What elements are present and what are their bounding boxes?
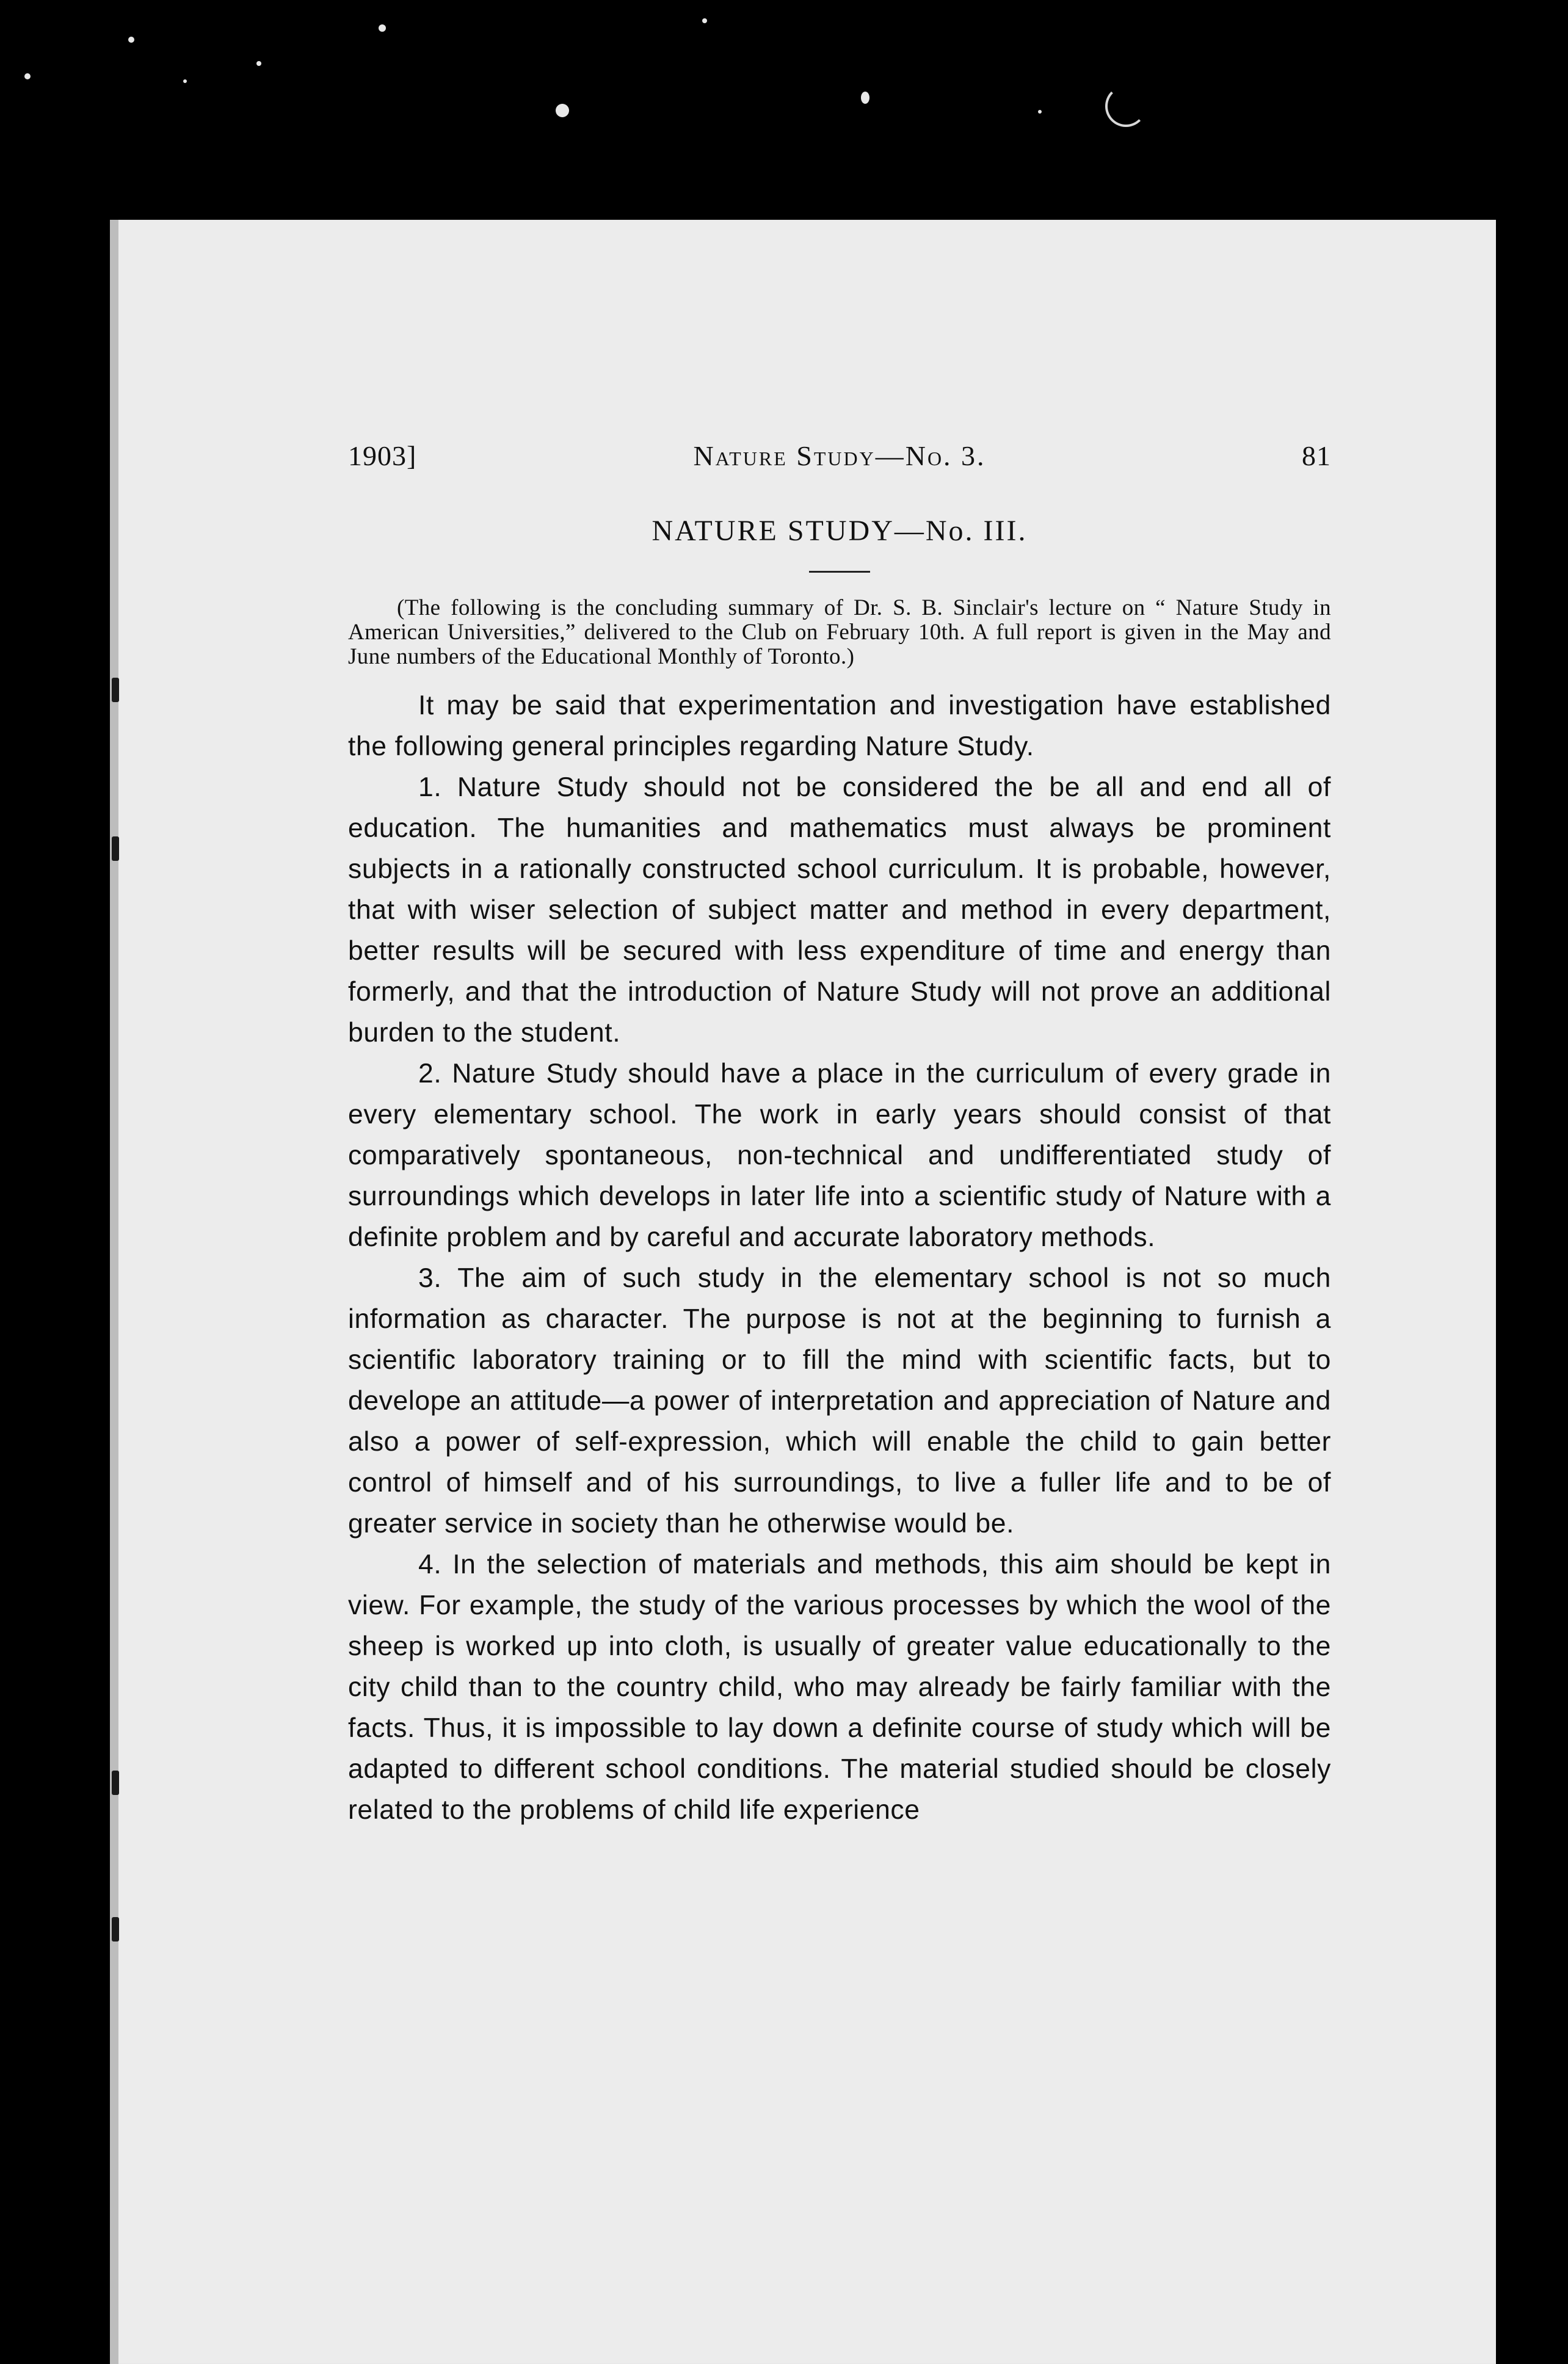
- intro-note: (The following is the concluding summary of Dr. S. B. Sinclair's lecture on “ Nature Study in American Universities,” delivered to the Club on February 10th. A full report is given in the May and June numbers of the Educational Monthly of Toronto.): [348, 595, 1331, 669]
- page-binding-edge: [110, 220, 118, 2364]
- dust-speck: [256, 61, 261, 66]
- article-title: NATURE STUDY—No. III.: [652, 515, 1028, 547]
- dust-speck: [183, 79, 187, 83]
- running-head: [348, 427, 1331, 470]
- dust-speck: [24, 73, 31, 79]
- article-body: [348, 685, 1331, 1830]
- paragraph: It may be said that experimentation and investigation have established the following general principles regarding Nature Study.: [348, 691, 1331, 761]
- paragraph: 3. The aim of such study in the elementary school is not so much information as character. The purpose is not at the beginning to furnish a scientific laboratory training or to fill the mind with scientific facts, but to develope an attitude—a power of interpretation and appreciation of Nature and also a power of self-expression, which will enable the child to gain better control of himself and of his surroundings, to live a fuller life and to be of greater service in society than he otherwise would be.: [348, 1263, 1331, 1539]
- dust-speck: [861, 92, 869, 104]
- dust-speck: [1038, 110, 1042, 114]
- dust-speck: [379, 24, 386, 32]
- dust-speck: [702, 18, 707, 23]
- running-head-year: 1903]: [348, 440, 417, 471]
- page-number: 81: [1302, 440, 1331, 471]
- binding-mark: [112, 836, 119, 861]
- binding-mark: [112, 1917, 119, 1942]
- paragraph: 2. Nature Study should have a place in the curriculum of every grade in every elementary school. The work in early years should consist of that comparatively spontaneous, non-technical and undifferentiated study of surroundings which develops in later life into a scientific study of Nature with a definite problem and by careful and accurate laboratory methods.: [348, 1059, 1331, 1252]
- binding-mark: [112, 678, 119, 702]
- running-head-title: Nature Study—No. 3.: [693, 440, 986, 471]
- title-rule: [809, 571, 870, 573]
- binding-mark: [112, 1771, 119, 1795]
- dust-speck: [1105, 85, 1147, 127]
- dust-speck: [556, 104, 569, 117]
- paragraph: 4. In the selection of materials and methods, this aim should be kept in view. For example, the study of the various processes by which the wool of the sheep is worked up into cloth, is usually of greater value educationally to the city child than to the country child, who may already be fairly familiar with the facts. Thus, it is impossible to lay down a definite course of study which will be adapted to different school conditions. The material studied should be closely related to the problems of child life experience: [348, 1550, 1331, 1825]
- paragraph: 1. Nature Study should not be considered the be all and end all of education. The humanities and mathematics must always be prominent subjects in a rationally constructed school curriculum. It is probable, however, that with wiser selection of subject matter and method in every department, better results will be secured with less expenditure of time and energy than formerly, and that the introduction of Nature Study will not prove an additional burden to the student.: [348, 772, 1331, 1048]
- page-content: [348, 427, 1331, 1830]
- dust-speck: [128, 37, 134, 43]
